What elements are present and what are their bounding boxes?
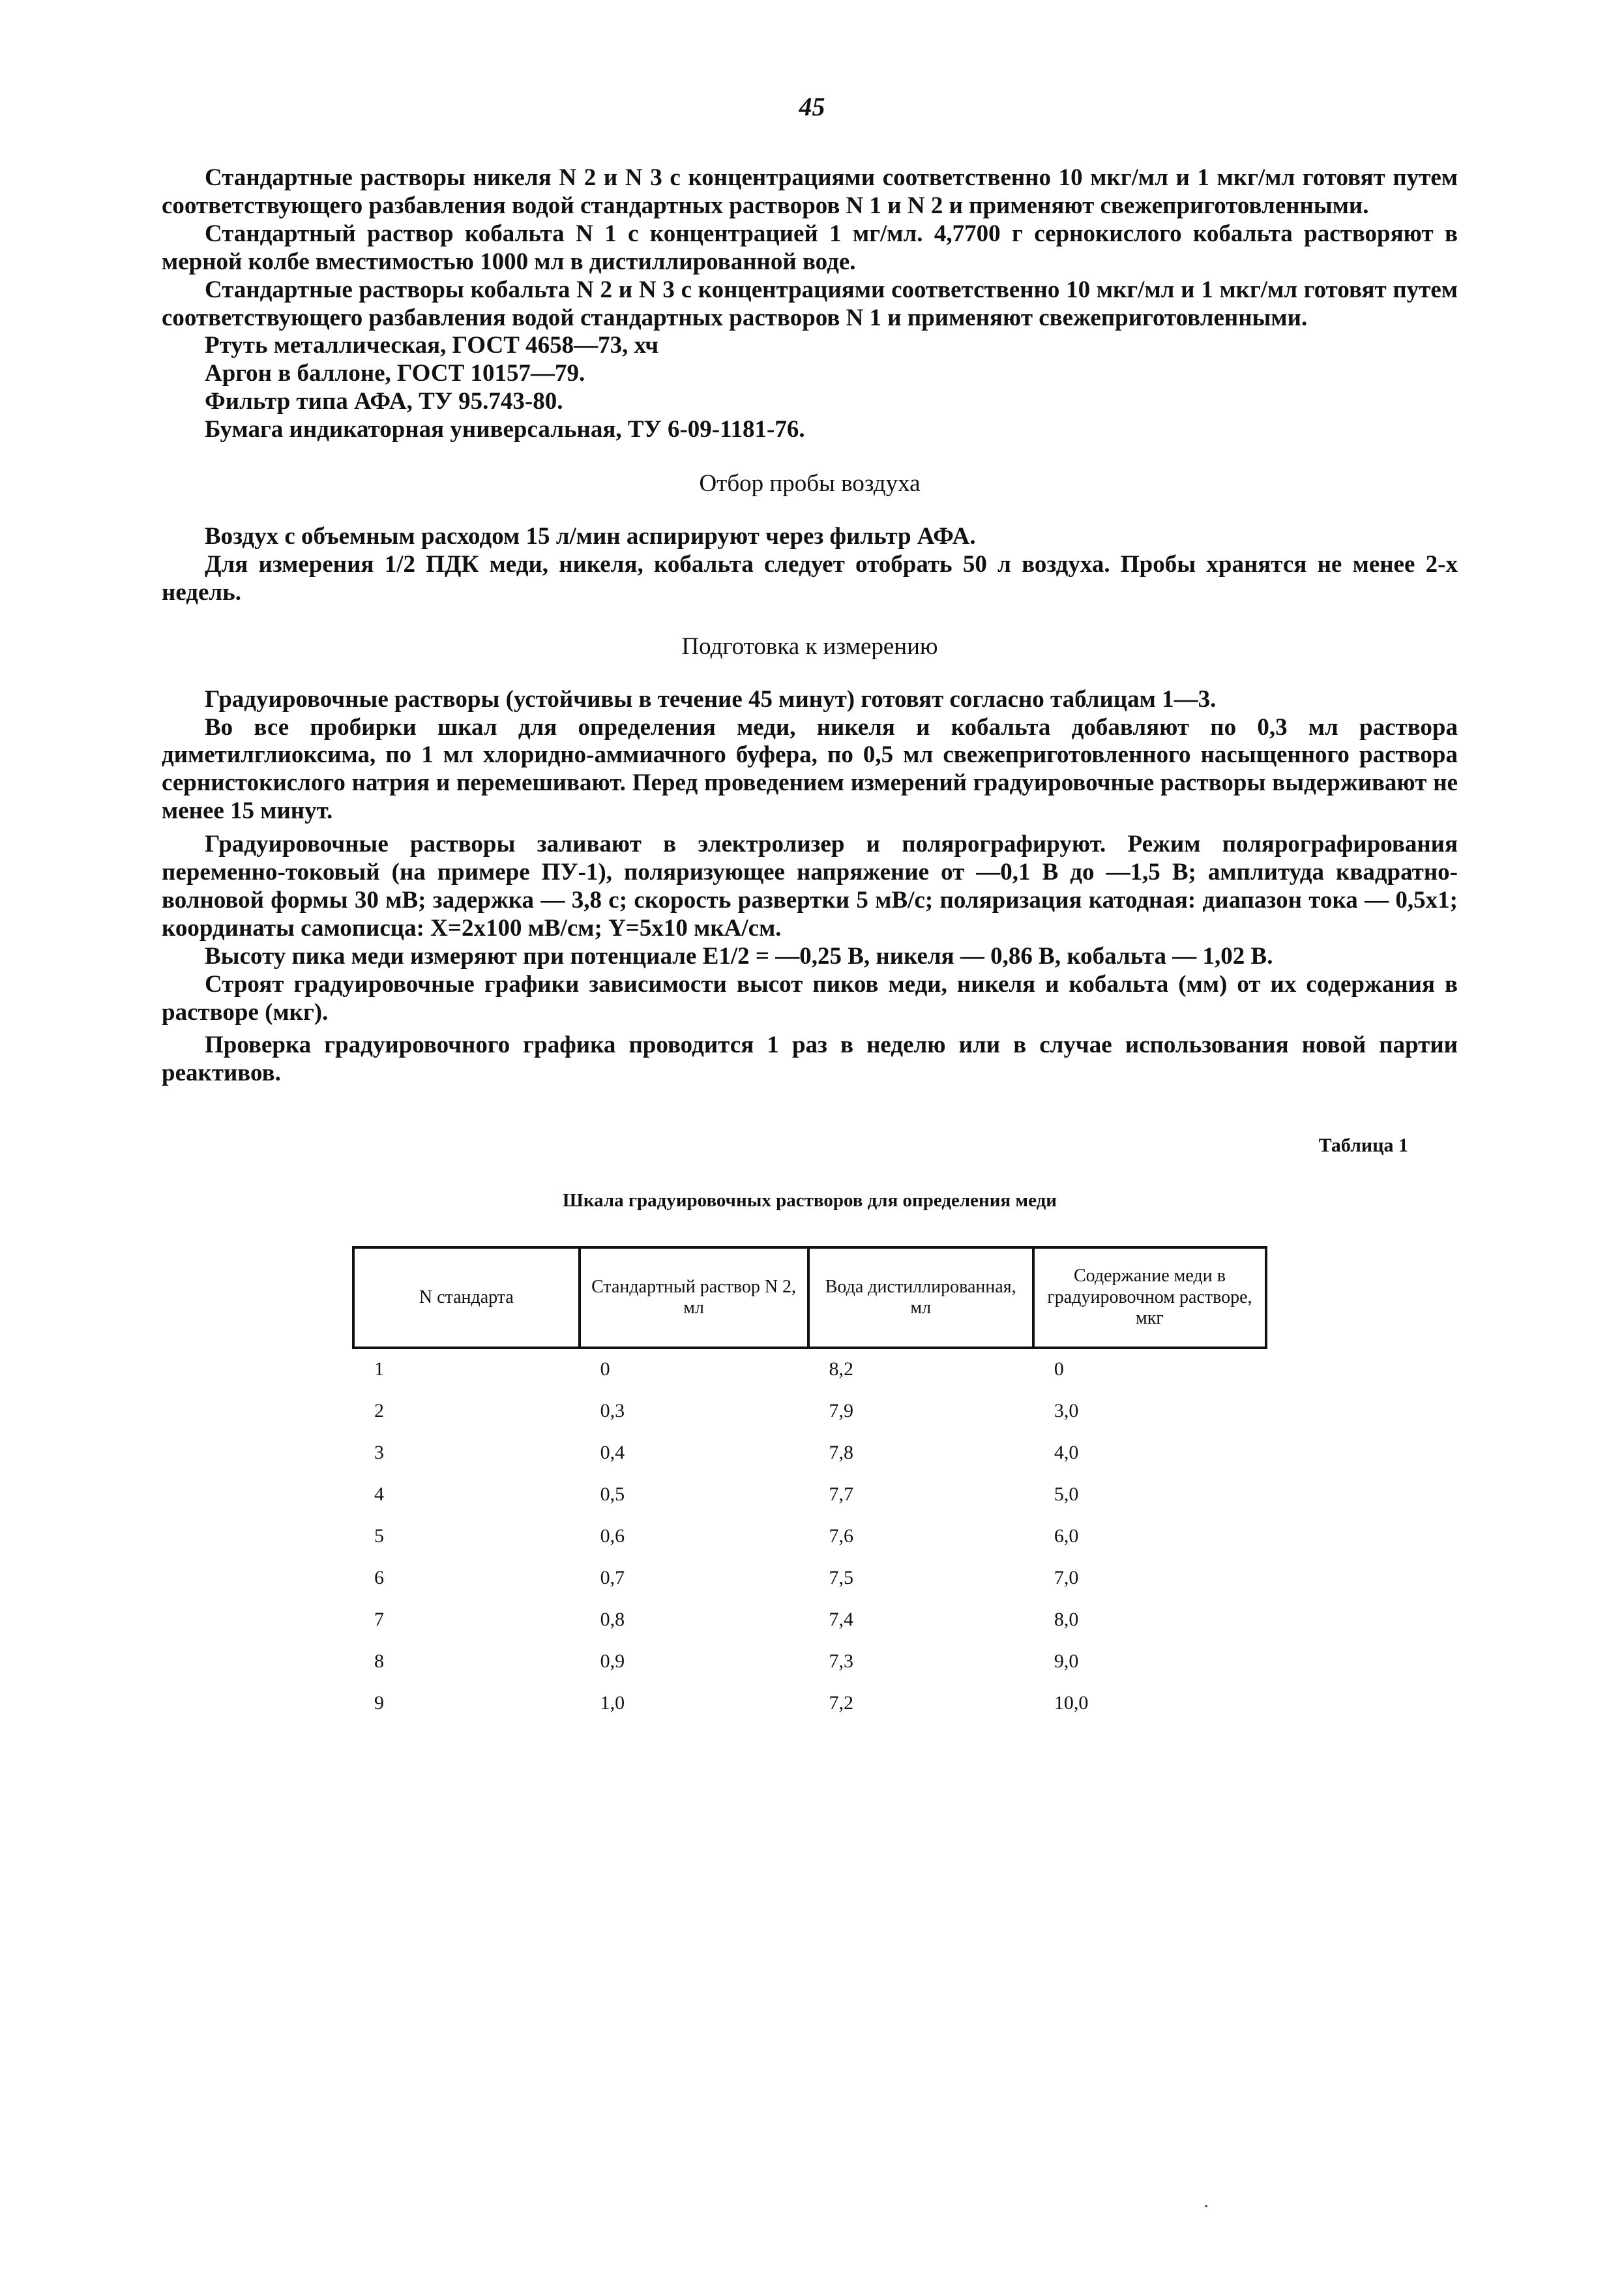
reagent-filter: Фильтр типа АФА, ТУ 95.743-80. (205, 388, 563, 415)
table-row (353, 1641, 1266, 1683)
cell-distilled-water: 7,2 (829, 1692, 854, 1714)
cell-standard-solution: 0,8 (600, 1609, 625, 1631)
document-body (162, 164, 1458, 1725)
cell-distilled-water: 7,9 (829, 1400, 854, 1422)
cell-copper-content: 10,0 (1054, 1692, 1089, 1714)
cell-copper-content: 9,0 (1054, 1650, 1079, 1673)
cell-distilled-water: 7,7 (829, 1483, 854, 1506)
cell-standard-solution: 0 (600, 1358, 610, 1380)
cell-distilled-water: 7,8 (829, 1442, 854, 1464)
header-distilled-water: Вода дистиллированная, мл (808, 1247, 1033, 1348)
heading-measurement-prep: Подготовка к измерению (681, 633, 938, 660)
copper-calibration-table (352, 1246, 1267, 1725)
cell-standard-number: 2 (374, 1400, 384, 1422)
paragraph-sample-volume: Для измерения 1/2 ПДК меди, никеля, кобальта следует отобрать 50 л воздуха. Пробы хранятся не менее 2-х недель. (162, 550, 1458, 606)
cell-standard-number: 3 (374, 1442, 384, 1464)
cell-copper-content: 7,0 (1054, 1567, 1079, 1589)
cell-copper-content: 5,0 (1054, 1483, 1079, 1506)
cell-standard-number: 4 (374, 1483, 384, 1506)
cell-distilled-water: 8,2 (829, 1358, 854, 1380)
paragraph-peak-potentials: Высоту пика меди измеряют при потенциале E1/2 = —0,25 В, никеля — 0,86 В, кобальта — 1,02 В. (205, 942, 1273, 970)
cell-standard-solution: 0,4 (600, 1442, 625, 1464)
reagent-argon: Аргон в баллоне, ГОСТ 10157—79. (205, 360, 585, 387)
paragraph-air-flow: Воздух с объемным расходом 15 л/мин аспирируют через фильтр АФА. (205, 522, 976, 550)
cell-standard-number: 6 (374, 1567, 384, 1589)
reagents-section (162, 164, 1458, 444)
header-standard-solution: Стандартный раствор N 2, мл (580, 1247, 808, 1348)
cell-distilled-water: 7,5 (829, 1567, 854, 1589)
cell-copper-content: 0 (1054, 1358, 1064, 1380)
reagent-indicator-paper: Бумага индикаторная универсальная, ТУ 6-09-1181-76. (205, 416, 805, 443)
page-number: 45 (799, 92, 825, 121)
cell-standard-solution: 0,9 (600, 1650, 625, 1673)
table-row (353, 1600, 1266, 1641)
paragraph-cobalt-standards: Стандартные растворы кобальта N 2 и N 3 с концентрациями соответственно 10 мкг/мл и 1 мкг/мл готовят путем соответствующего разбавления водой стандартных растворов N 1 и применяют свежеприготовленными. (162, 276, 1458, 331)
cell-distilled-water: 7,6 (829, 1525, 854, 1547)
paragraph-nickel-standards: Стандартные растворы никеля N 2 и N 3 с концентрациями соответственно 10 мкг/мл и 1 мкг/мл готовят путем соответствующего разбавления водой стандартных растворов N 1 и N 2 и применяют свежеприготовленными. (162, 164, 1458, 219)
cell-standard-solution: 1,0 (600, 1692, 625, 1714)
table-body (353, 1348, 1266, 1725)
table-caption: Таблица 1 (1318, 1135, 1408, 1157)
cell-copper-content: 4,0 (1054, 1442, 1079, 1464)
header-standard-number: N стандарта (353, 1247, 580, 1348)
header-copper-content: Содержание меди в градуировочном растворе, мкг (1033, 1247, 1266, 1348)
table-row (353, 1516, 1266, 1558)
table-title: Шкала градуировочных растворов для определения меди (562, 1190, 1057, 1212)
scan-speck (1205, 2205, 1207, 2207)
table-row (353, 1558, 1266, 1600)
cell-distilled-water: 7,4 (829, 1609, 854, 1631)
cell-standard-number: 9 (374, 1692, 384, 1714)
table-row (353, 1348, 1266, 1391)
cell-standard-number: 5 (374, 1525, 384, 1547)
preparation-section (162, 686, 1458, 1088)
table-row (353, 1391, 1266, 1433)
table-header-row (353, 1247, 1266, 1348)
sampling-section (162, 523, 1458, 607)
cell-standard-solution: 0,5 (600, 1483, 625, 1506)
table-row (353, 1474, 1266, 1516)
cell-copper-content: 6,0 (1054, 1525, 1079, 1547)
paragraph-reagent-addition: Во все пробирки шкал для определения меди, никеля и кобальта добавляют по 0,3 мл раствора диметилглиоксима, по 1 мл хлоридно-аммиачного буфера, по 0,5 мл свежеприготовленного насыщенного раствора сернистокислого натрия и перемешивают. Перед проведением измерений градуировочные растворы выдерживают не менее 15 минут. (162, 713, 1458, 825)
paragraph-calibration-graphs: Строят градуировочные графики зависимости высот пиков меди, никеля и кобальта (мм) от их содержания в растворе (мкг). (162, 970, 1458, 1026)
paragraph-cobalt-standard-1: Стандартный раствор кобальта N 1 с концентрацией 1 мг/мл. 4,7700 г сернокислого кобальта растворяют в мерной колбе вместимостью 1000 мл в дистиллированной воде. (162, 220, 1458, 275)
paragraph-polarography-mode: Градуировочные растворы заливают в электролизер и полярографируют. Режим полярографирования переменно-токовый (на примере ПУ-1), поляризующее напряжение от —0,1 В до —1,5 В; амплитуда квадратно-волновой формы 30 мВ; задержка — 3,8 с; скорость развертки 5 мВ/с; поляризация катодная: диапазон тока — 0,5х1; координаты самописца: X=2х100 мВ/см; Y=5х10 мкА/см. (162, 831, 1458, 942)
table-row (353, 1433, 1266, 1474)
table-row (353, 1683, 1266, 1725)
cell-standard-number: 8 (374, 1650, 384, 1673)
cell-distilled-water: 7,3 (829, 1650, 854, 1673)
cell-standard-number: 1 (374, 1358, 384, 1380)
cell-copper-content: 3,0 (1054, 1400, 1079, 1422)
cell-standard-solution: 0,3 (600, 1400, 625, 1422)
cell-standard-solution: 0,7 (600, 1567, 625, 1589)
paragraph-graph-check: Проверка градуировочного графика проводится 1 раз в неделю или в случае использования новой партии реактивов. (162, 1032, 1458, 1087)
paragraph-calibration-solutions: Градуировочные растворы (устойчивы в течение 45 минут) готовят согласно таблицам 1—3. (205, 685, 1217, 713)
cell-standard-number: 7 (374, 1609, 384, 1631)
heading-air-sampling: Отбор пробы воздуха (699, 470, 921, 498)
cell-standard-solution: 0,6 (600, 1525, 625, 1547)
reagent-mercury: Ртуть металлическая, ГОСТ 4658—73, хч (205, 332, 659, 359)
cell-copper-content: 8,0 (1054, 1609, 1079, 1631)
